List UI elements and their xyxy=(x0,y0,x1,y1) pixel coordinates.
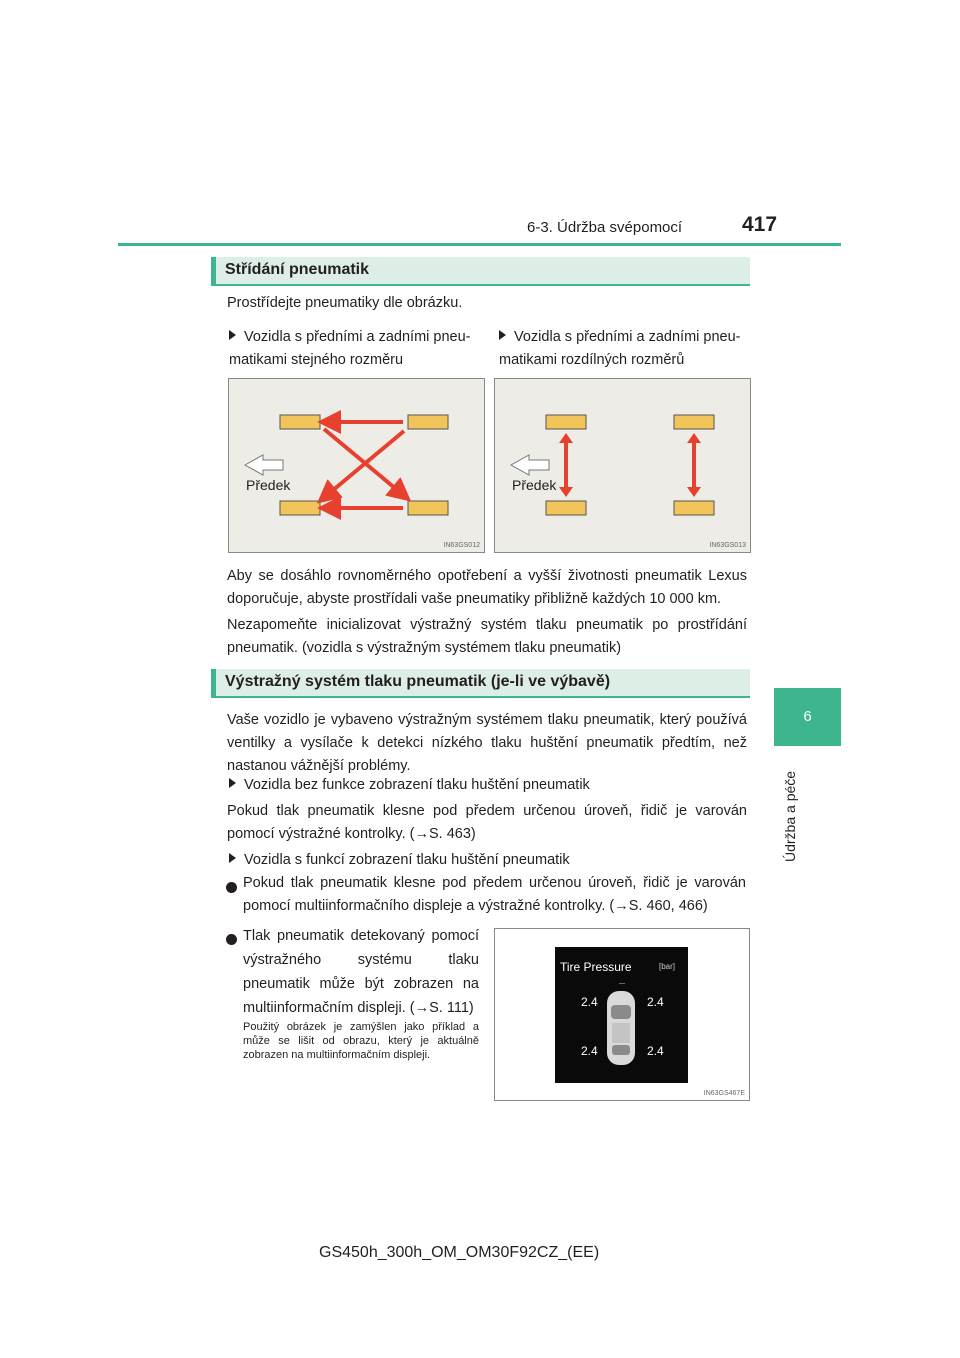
document-code: GS450h_300h_OM_OM30F92CZ_(EE) xyxy=(319,1244,600,1261)
pressure-rear-right: 2.4 xyxy=(647,1044,664,1058)
tire-rear-left xyxy=(280,501,320,515)
front-direction-icon xyxy=(511,455,549,475)
bullet-dot-icon xyxy=(226,880,237,898)
case-different-size: Vozidla s předními a zadními pneu-matikami rozdílných rozměrů xyxy=(499,329,741,368)
figure-id: IN63GS012 xyxy=(443,542,480,549)
rotation-diagram-same-size xyxy=(228,378,485,553)
tire-front-left xyxy=(546,415,586,429)
display-warning-text: Pokud tlak pneumatik klesne pod předem určenou úroveň, řidič je varován pomocí multiinformačního displeje a výstražné kontrolky. (→S. 460, 466) xyxy=(243,875,746,914)
front-label: Předek xyxy=(512,477,557,493)
tire-rear-left xyxy=(546,501,586,515)
front-direction-icon xyxy=(245,455,283,475)
triangle-bullet-icon xyxy=(229,330,236,340)
rotation-diagram-svg xyxy=(495,379,750,552)
display-title: Tire Pressure xyxy=(560,960,632,974)
header-rule xyxy=(118,243,841,246)
triangle-bullet-icon xyxy=(229,778,236,788)
rotation-diagram-svg xyxy=(229,379,484,552)
tire-pressure-display-figure xyxy=(494,928,750,1101)
tire-front-right xyxy=(674,415,714,429)
chapter-label: Údržba a péče xyxy=(782,770,798,862)
bullet-dot-icon xyxy=(226,932,237,950)
section-title: Střídání pneumatik xyxy=(225,261,370,278)
pressure-rear-left: 2.4 xyxy=(581,1044,598,1058)
multi-info-display xyxy=(555,947,688,1083)
section-title: Výstražný systém tlaku pneumatik (je-li ve výbavě) xyxy=(225,673,611,690)
tire-rear-right xyxy=(408,501,448,515)
chapter-tab: 6 xyxy=(774,688,841,746)
tire-front-right xyxy=(408,415,448,429)
pressure-front-left: 2.4 xyxy=(581,995,598,1009)
car-top-view-icon xyxy=(601,989,641,1067)
display-pressure-text: Tlak pneumatik detekovaný pomocí výstražného systému tlaku pneumatik může být zobrazen na multiinformačním displeji. (→S. 111) xyxy=(243,928,479,1016)
display-unit: [bar] xyxy=(659,962,676,971)
tire-rear-right xyxy=(674,501,714,515)
tire-front-left xyxy=(280,415,320,429)
intro-text: Prostřídejte pneumatiky dle obrázku. xyxy=(227,295,463,311)
no-display-text: Pokud tlak pneumatik klesne pod předem určenou úroveň, řidič je varován pomocí výstražné kontrolky. (→S. 463) xyxy=(227,803,747,842)
initialize-reminder-text: Nezapomeňte inicializovat výstražný systém tlaku pneumatik po prostřídání pneumatik. (vozidla s výstražným systémem tlaku pneumatik) xyxy=(227,617,747,656)
front-label: Předek xyxy=(246,477,291,493)
case-display: Vozidla s funkcí zobrazení tlaku huštění pneumatik xyxy=(229,849,749,872)
tpms-description: Vaše vozidlo je vybaveno výstražným systémem tlaku pneumatik, který používá ventilky a vysílače k detekci nízkého tlaku huštění pneumatik předtím, než nastanou vážnější problémy. xyxy=(227,712,747,774)
arrow-fl-to-rr xyxy=(324,429,402,494)
running-header-section: 6-3. Údržba svépomocí xyxy=(527,219,683,236)
figure-id: IN63GS467E xyxy=(703,1090,745,1097)
triangle-bullet-icon xyxy=(499,330,506,340)
case-no-display: Vozidla bez funkce zobrazení tlaku huštění pneumatik xyxy=(229,774,749,797)
section-heading-bar xyxy=(211,257,750,286)
section-heading-bar xyxy=(211,669,750,698)
pressure-front-right: 2.4 xyxy=(647,995,664,1009)
figure-id: IN63GS013 xyxy=(709,542,746,549)
rotation-interval-text: Aby se dosáhlo rovnoměrného opotřebení a vyšší životnosti pneumatik Lexus doporučuje, abyste prostřídali vaše pneumatiky přibližně každých 10 000 km. xyxy=(227,568,747,607)
triangle-bullet-icon xyxy=(229,853,236,863)
rotation-diagram-different-size xyxy=(494,378,751,553)
illustration-note: Použitý obrázek je zamýšlen jako příklad a může se lišit od obrazu, který je aktuálně zobrazen na multiinformačním displeji. xyxy=(243,1021,479,1061)
case-same-size: Vozidla s předními a zadními pneu-matikami stejného rozměru xyxy=(229,329,471,368)
page-number: 417 xyxy=(742,213,778,236)
